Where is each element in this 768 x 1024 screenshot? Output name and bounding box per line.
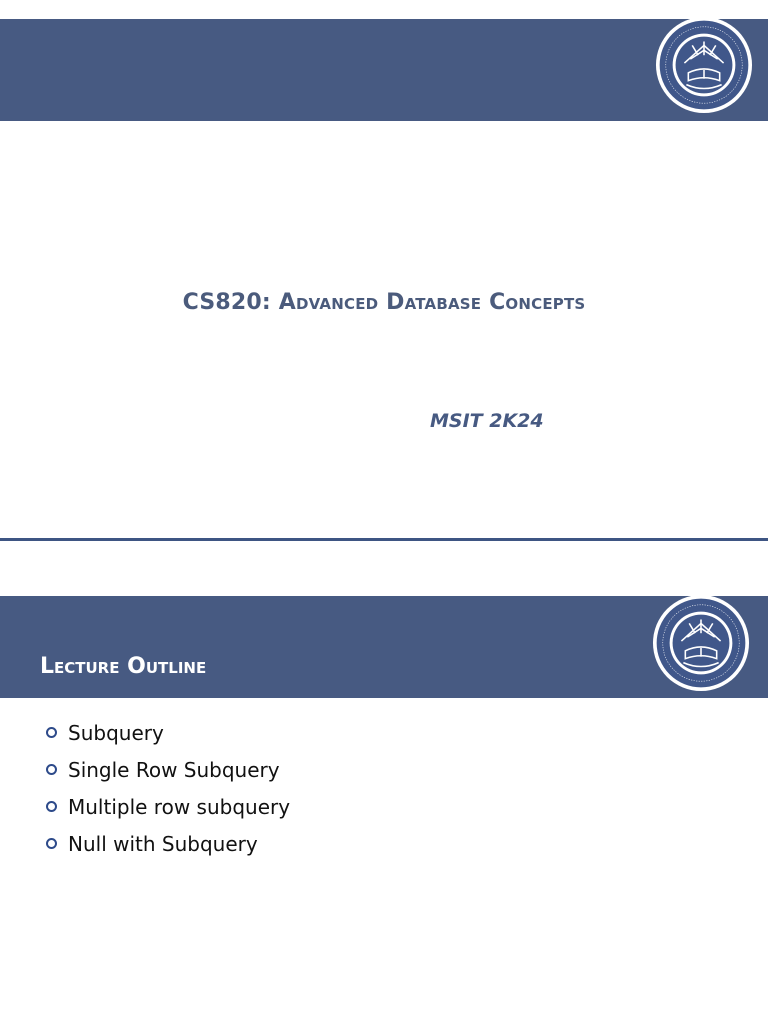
outline-bullet-list (46, 714, 290, 862)
lecture-outline-heading: Lecture Outline (40, 654, 207, 679)
list-item-text: Subquery (68, 720, 164, 745)
outline-slide (0, 544, 768, 1024)
university-seal-logo (652, 594, 750, 692)
bullet-circle-icon (46, 727, 57, 738)
list-item (46, 714, 290, 751)
list-item-text: Null with Subquery (68, 831, 258, 856)
bullet-circle-icon (46, 801, 57, 812)
list-item (46, 751, 290, 788)
list-item-text: Multiple row subquery (68, 794, 291, 819)
list-item-text: Single Row Subquery (68, 757, 280, 782)
program-subtitle: MSIT 2K24 (430, 410, 544, 432)
list-item (46, 788, 290, 825)
bullet-circle-icon (46, 838, 57, 849)
header-band (0, 19, 768, 121)
slide-divider (0, 538, 768, 541)
course-title: CS820: Advanced Database Concepts (182, 290, 586, 315)
list-item (46, 825, 290, 862)
university-seal-logo (655, 16, 753, 114)
bullet-circle-icon (46, 764, 57, 775)
